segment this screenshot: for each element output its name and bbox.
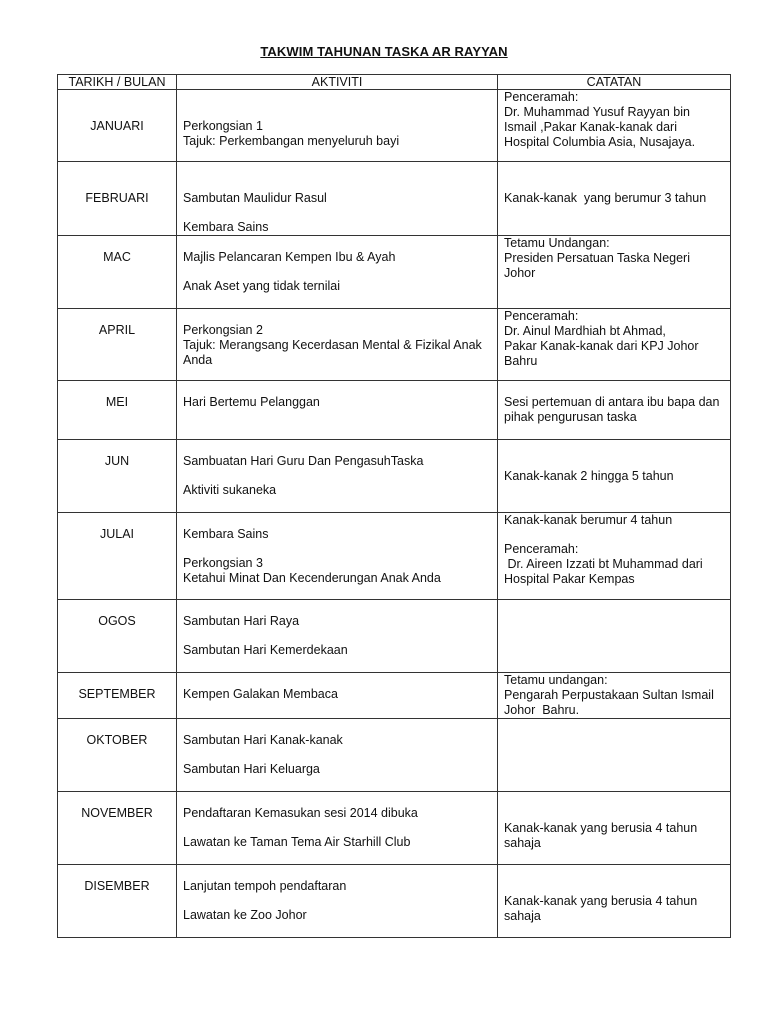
note-cell <box>498 309 731 381</box>
note-line: Dr. Ainul Mardhiah bt Ahmad, <box>504 324 666 338</box>
note-line: Hospital Columbia Asia, Nusajaya. <box>504 135 696 149</box>
month-cell: APRIL <box>58 309 177 381</box>
activity-line: Tajuk: Merangsang Kecerdasan Mental & Fizikal Anak <box>183 338 482 352</box>
activity-line: Lanjutan tempoh pendaftaran <box>183 879 347 893</box>
month-cell: MEI <box>58 381 177 440</box>
note-line: Kanak-kanak yang berumur 3 tahun <box>504 191 707 205</box>
activity-line: Perkongsian 2 <box>183 323 263 337</box>
activity-cell <box>177 792 498 865</box>
note-line: Presiden Persatuan Taska Negeri <box>504 251 690 265</box>
note-line: sahaja <box>504 836 541 850</box>
month-cell: JUN <box>58 440 177 513</box>
activity-line: Majlis Pelancaran Kempen Ibu & Ayah <box>183 250 396 264</box>
note-line: Penceramah: <box>504 542 579 556</box>
note-line: Sesi pertemuan di antara ibu bapa dan <box>504 395 720 409</box>
activity-cell <box>177 440 498 513</box>
month-cell: NOVEMBER <box>58 792 177 865</box>
note-line: Penceramah: <box>504 90 579 104</box>
activity-cell <box>177 162 498 236</box>
activity-line <box>183 206 491 220</box>
table-row <box>58 600 731 673</box>
note-line: Pakar Kanak-kanak dari KPJ Johor <box>504 339 699 353</box>
note-line: Kanak-kanak 2 hingga 5 tahun <box>504 469 674 483</box>
note-line: Kanak-kanak berumur 4 tahun <box>504 513 673 527</box>
activity-line: Kembara Sains <box>183 527 269 541</box>
table-header-row <box>58 75 731 90</box>
activity-cell <box>177 865 498 938</box>
header-month: TARIKH / BULAN <box>58 75 177 90</box>
activity-line <box>183 265 491 279</box>
table-row <box>58 236 731 309</box>
note-cell <box>498 90 731 162</box>
activity-line: Hari Bertemu Pelanggan <box>183 395 320 409</box>
activity-line <box>183 542 491 556</box>
month-cell: OKTOBER <box>58 719 177 792</box>
activity-cell <box>177 381 498 440</box>
note-cell <box>498 600 731 673</box>
month-cell: JULAI <box>58 513 177 600</box>
note-cell <box>498 865 731 938</box>
month-cell: OGOS <box>58 600 177 673</box>
table-row <box>58 162 731 236</box>
header-activity: AKTIVITI <box>177 75 498 90</box>
activity-line: Sambutan Hari Kemerdekaan <box>183 643 348 657</box>
activity-line: Sambutan Hari Raya <box>183 614 300 628</box>
note-line: Hospital Pakar Kempas <box>504 572 635 586</box>
activity-cell <box>177 719 498 792</box>
activity-line <box>183 748 491 762</box>
activity-line: Lawatan ke Zoo Johor <box>183 908 307 922</box>
note-line: Dr. Aireen Izzati bt Muhammad dari <box>504 557 703 571</box>
note-cell <box>498 236 731 309</box>
activity-line: Kempen Galakan Membaca <box>183 687 338 701</box>
table-row <box>58 381 731 440</box>
table-row <box>58 719 731 792</box>
note-line: Bahru <box>504 354 538 368</box>
table-row <box>58 440 731 513</box>
note-line: Kanak-kanak yang berusia 4 tahun <box>504 894 698 908</box>
calendar-table <box>57 74 731 938</box>
table-row <box>58 673 731 719</box>
note-cell <box>498 162 731 236</box>
activity-line: Anda <box>183 353 213 367</box>
note-line: sahaja <box>504 909 541 923</box>
document-title: TAKWIM TAHUNAN TASKA AR RAYYAN <box>260 44 508 59</box>
activity-cell <box>177 513 498 600</box>
note-line: Johor Bahru. <box>504 703 580 717</box>
month-cell: FEBRUARI <box>58 162 177 236</box>
note-line: Johor <box>504 266 536 280</box>
activity-line: Anak Aset yang tidak ternilai <box>183 279 341 293</box>
activity-line <box>183 629 491 643</box>
note-line: Kanak-kanak yang berusia 4 tahun <box>504 821 698 835</box>
month-cell: DISEMBER <box>58 865 177 938</box>
note-cell <box>498 381 731 440</box>
note-cell <box>498 719 731 792</box>
activity-cell <box>177 90 498 162</box>
table-row <box>58 865 731 938</box>
activity-cell <box>177 309 498 381</box>
table-row <box>58 90 731 162</box>
activity-line: Aktiviti sukaneka <box>183 483 277 497</box>
activity-cell <box>177 673 498 719</box>
activity-cell <box>177 600 498 673</box>
note-line: Ismail ,Pakar Kanak-kanak dari <box>504 120 677 134</box>
activity-line: Tajuk: Perkembangan menyeluruh bayi <box>183 134 400 148</box>
month-cell: JANUARI <box>58 90 177 162</box>
note-line: Penceramah: <box>504 309 579 323</box>
activity-line: Perkongsian 1 <box>183 119 263 133</box>
table-row <box>58 513 731 600</box>
activity-line <box>183 821 491 835</box>
note-line: Tetamu undangan: <box>504 673 608 687</box>
activity-line: Sambutan Maulidur Rasul <box>183 191 327 205</box>
month-cell: MAC <box>58 236 177 309</box>
note-cell <box>498 792 731 865</box>
note-cell <box>498 513 731 600</box>
activity-cell <box>177 236 498 309</box>
activity-line: Sambuatan Hari Guru Dan PengasuhTaska <box>183 454 424 468</box>
activity-line: Ketahui Minat Dan Kecenderungan Anak Anda <box>183 571 441 585</box>
activity-line <box>183 894 491 908</box>
month-cell: SEPTEMBER <box>58 673 177 719</box>
note-cell <box>498 440 731 513</box>
activity-line <box>183 469 491 483</box>
activity-line: Pendaftaran Kemasukan sesi 2014 dibuka <box>183 806 418 820</box>
activity-line: Perkongsian 3 <box>183 556 263 570</box>
table-body <box>58 90 731 938</box>
note-line: Pengarah Perpustakaan Sultan Ismail <box>504 688 714 702</box>
activity-line: Sambutan Hari Keluarga <box>183 762 320 776</box>
note-line <box>504 528 724 542</box>
table-row <box>58 309 731 381</box>
activity-line: Sambutan Hari Kanak-kanak <box>183 733 343 747</box>
table-row <box>58 792 731 865</box>
header-note: CATATAN <box>498 75 731 90</box>
note-line: pihak pengurusan taska <box>504 410 637 424</box>
activity-line: Lawatan ke Taman Tema Air Starhill Club <box>183 835 411 849</box>
note-line: Tetamu Undangan: <box>504 236 610 250</box>
note-line: Dr. Muhammad Yusuf Rayyan bin <box>504 105 690 119</box>
note-cell <box>498 673 731 719</box>
activity-line: Kembara Sains <box>183 220 269 234</box>
